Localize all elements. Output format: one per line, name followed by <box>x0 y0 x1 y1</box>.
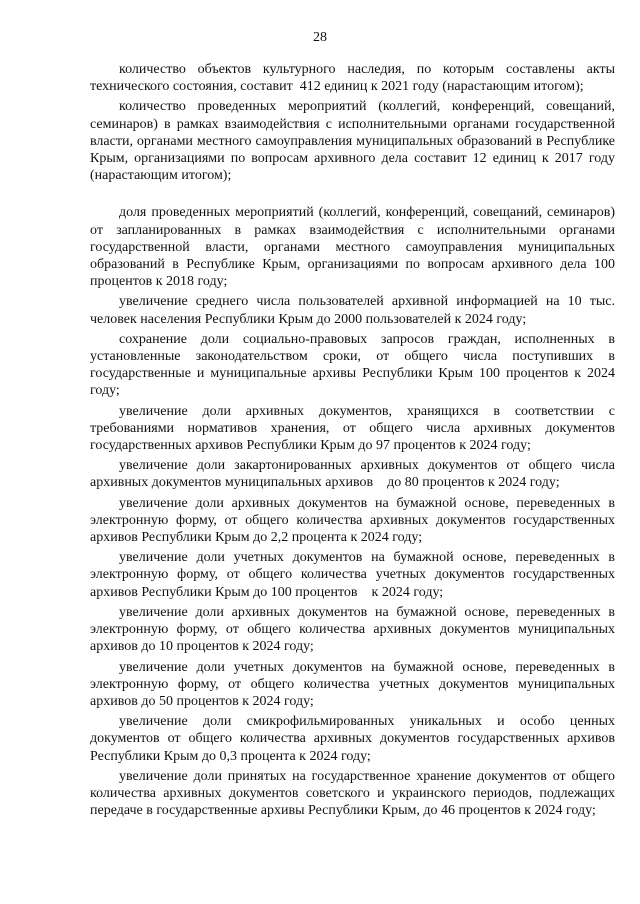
document-body <box>90 61 619 819</box>
paragraph-cartoned-documents: увеличение доли закартонированных архивных документов от общего числа архивных документов муниципальных архивов до 80 процентов к 2024 году; <box>90 458 619 491</box>
paragraph-digitized-accounting-state: увеличение доли учетных документов на бумажной основе, переведенных в электронную форму, от общего количества учетных документов государственных архивов Республики Крым до 100 процентов к 2024 году; <box>90 550 619 600</box>
paragraph-cultural-heritage-objects: количество объектов культурного наследия, по которым составлены акты технического состояния, составит 412 единиц к 2021 году (нарастающим итогом); <box>90 62 619 95</box>
paragraph-digitized-municipal-archives: увеличение доли архивных документов на бумажной основе, переведенных в электронную форму, от общего количества архивных документов муниципальных архивов до 10 процентов к 2024 году; <box>90 604 619 655</box>
page-number: 28 <box>313 30 327 45</box>
paragraph-archive-users: увеличение среднего числа пользователей архивной информацией на 10 тыс. человек населения Республики Крым до 2000 пользователей к 2024 году; <box>90 294 619 327</box>
paragraph-state-storage-acceptance: увеличение доли принятых на государственное хранение документов от общего количества архивных документов советского и украинского периодов, подлежащих передаче в государственные архивы Республики Крым, до 46 процентов к 2024 году; <box>90 768 619 819</box>
paragraph-events-share: доля проведенных мероприятий (коллегий, конференций, совещаний, семинаров) от запланированных в рамках взаимодействия с исполнительными органами государственной власти, органами местного самоуправления муниципальных образований в Республике Крым, организациями по вопросам архивного дела 100 процентов к 2018 году; <box>90 205 619 290</box>
paragraph-microfilmed-documents: увеличение доли смикрофильмированных уникальных и особо ценных документов от общего количества архивных документов государственных архивов Республики Крым до 0,3 процента к 2024 году; <box>90 714 619 764</box>
paragraph-social-legal-requests: сохранение доли социально-правовых запросов граждан, исполненных в установленные законодательством сроки, от общего числа поступивших в государственные и муниципальные архивы Республики Крым 100 процентов к 2024 году; <box>90 331 619 399</box>
paragraph-digitized-accounting-municipal: увеличение доли учетных документов на бумажной основе, переведенных в электронную форму, от общего количества учетных документов муниципальных архивов до 50 процентов к 2024 году; <box>90 659 619 709</box>
paragraph-events-count: количество проведенных мероприятий (коллегий, конференций, совещаний, семинаров) в рамках взаимодействия с исполнительными органами государственной власти, органами местного самоуправления муниципальных образований в Республике Крым, организациями по вопросам архивного дела составит 12 единиц к 2017 году (нарастающим итогом); <box>90 99 619 184</box>
paragraph-storage-standards: увеличение доли архивных документов, хранящихся в соответствии с требованиями нормативов хранения, от общего числа архивных документов государственных архивов Республики Крым до 97 процентов к 2024 году; <box>90 403 619 454</box>
paragraph-digitized-state-archives: увеличение доли архивных документов на бумажной основе, переведенных в электронную форму, от общего количества архивных документов государственных архивов Республики Крым до 2,2 процента к 2024 году; <box>90 495 619 546</box>
